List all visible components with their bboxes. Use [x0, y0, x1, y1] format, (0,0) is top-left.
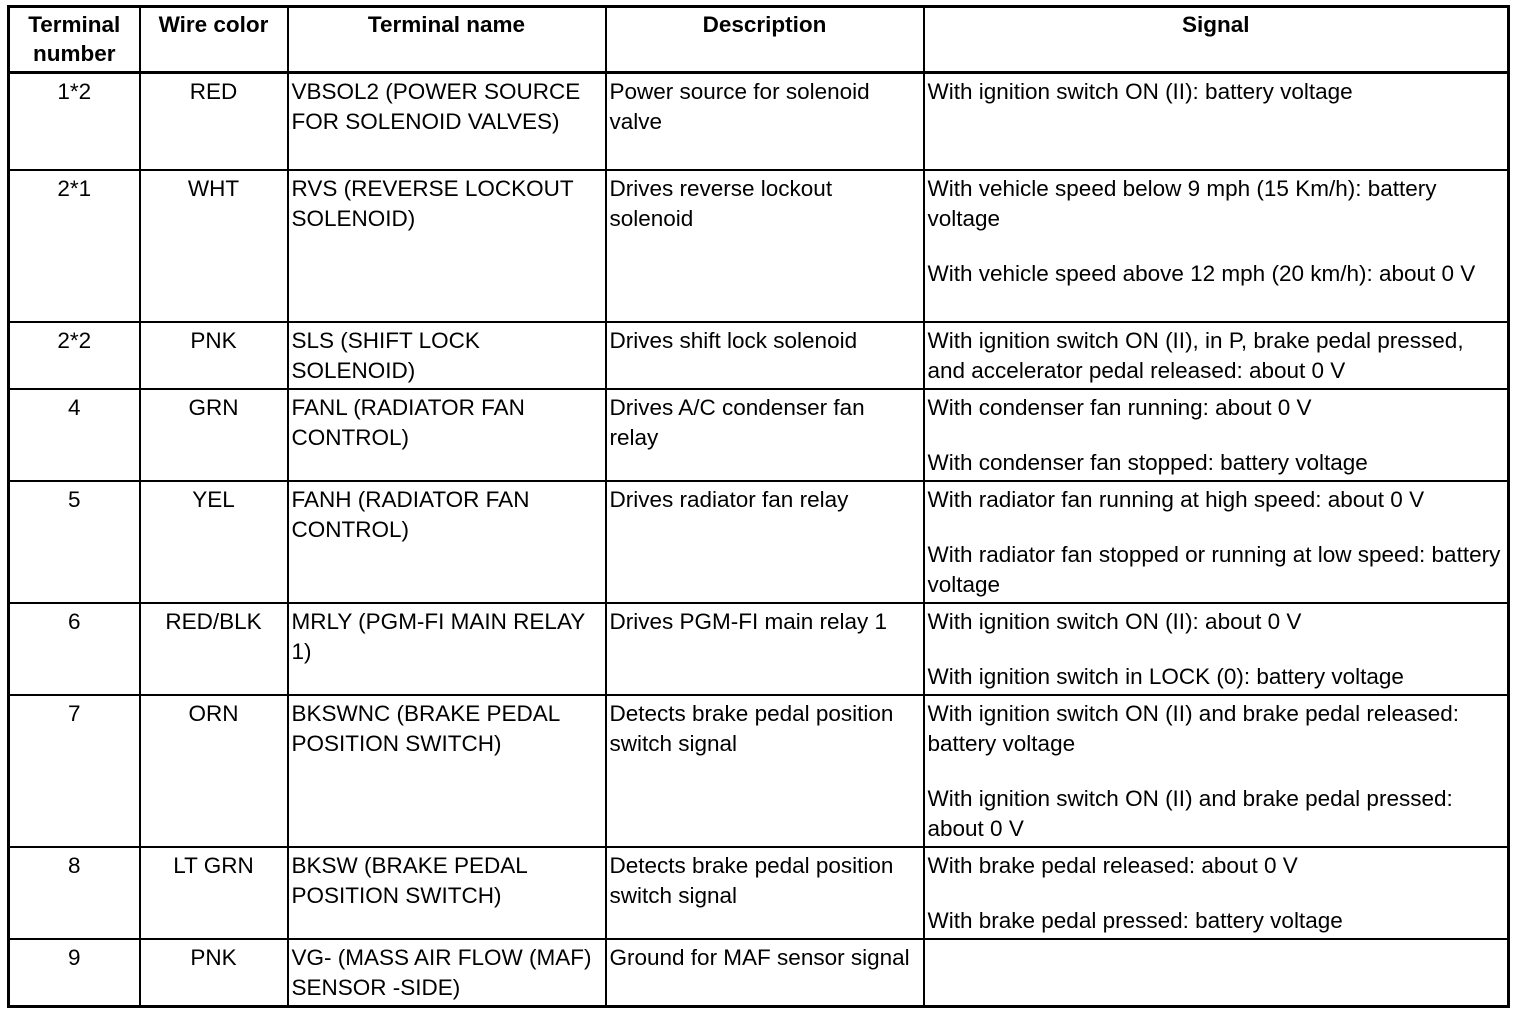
wire-color-cell: YEL [140, 481, 288, 603]
table-row [9, 389, 1509, 481]
terminal-name-cell: SLS (SHIFT LOCK SOLENOID) [288, 322, 606, 389]
signal-line: With condenser fan stopped: battery voltage [927, 449, 1368, 475]
terminal-number-cell: 6 [9, 603, 140, 695]
table-row [9, 73, 1509, 170]
header-terminal-number: Terminal number [9, 7, 140, 73]
terminal-name-cell: FANH (RADIATOR FAN CONTROL) [288, 481, 606, 603]
signal-line: With ignition switch ON (II) and brake pedal pressed: about 0 V [927, 785, 1459, 841]
signal-line: With brake pedal released: about 0 V [927, 852, 1298, 878]
signal-line: With ignition switch ON (II): battery voltage [927, 79, 1353, 104]
header-row [9, 7, 1509, 73]
signal-line: With radiator fan stopped or running at low speed: battery voltage [927, 541, 1507, 597]
table-row [9, 847, 1509, 939]
terminal-number-cell: 2*2 [9, 322, 140, 389]
wire-color-cell: ORN [140, 695, 288, 847]
signal-line: With vehicle speed above 12 mph (20 km/h): about 0 V [927, 260, 1476, 286]
wire-color-cell: WHT [140, 170, 288, 322]
signal-line: With ignition switch ON (II) and brake pedal released: battery voltage [927, 700, 1466, 756]
description-cell: Detects brake pedal position switch signal [606, 695, 924, 847]
header-terminal-name: Terminal name [288, 7, 606, 73]
signal-line: With condenser fan running: about 0 V [927, 394, 1312, 420]
description-cell: Power source for solenoid valve [606, 73, 924, 170]
table-row [9, 695, 1509, 847]
description-cell: Drives PGM-FI main relay 1 [606, 603, 924, 695]
header-signal: Signal [924, 7, 1509, 73]
signal-cell [924, 322, 1509, 389]
table-row [9, 939, 1509, 1007]
signal-cell [924, 847, 1509, 939]
signal-cell [924, 481, 1509, 603]
description-cell: Ground for MAF sensor signal [606, 939, 924, 1007]
description-cell: Detects brake pedal position switch signal [606, 847, 924, 939]
signal-line: With ignition switch ON (II): about 0 V [927, 608, 1302, 634]
description-cell: Drives reverse lockout solenoid [606, 170, 924, 322]
signal-line: With radiator fan running at high speed: about 0 V [927, 486, 1425, 512]
header-description: Description [606, 7, 924, 73]
terminal-name-cell: RVS (REVERSE LOCKOUT SOLENOID) [288, 170, 606, 322]
terminal-name-cell: BKSW (BRAKE PEDAL POSITION SWITCH) [288, 847, 606, 939]
terminal-table [7, 5, 1510, 1008]
signal-cell [924, 939, 1509, 1007]
terminal-number-cell: 7 [9, 695, 140, 847]
table-row [9, 481, 1509, 603]
table-row [9, 322, 1509, 389]
wire-color-cell: GRN [140, 389, 288, 481]
terminal-name-cell: VBSOL2 (POWER SOURCE FOR SOLENOID VALVES) [288, 73, 606, 170]
signal-line: With ignition switch ON (II), in P, brake pedal pressed, and accelerator pedal released: about 0 V [927, 327, 1470, 383]
terminal-number-cell: 5 [9, 481, 140, 603]
wire-color-cell: LT GRN [140, 847, 288, 939]
signal-cell [924, 603, 1509, 695]
terminal-name-cell: BKSWNC (BRAKE PEDAL POSITION SWITCH) [288, 695, 606, 847]
terminal-name-cell: MRLY (PGM-FI MAIN RELAY 1) [288, 603, 606, 695]
signal-line: With ignition switch in LOCK (0): battery voltage [927, 663, 1404, 689]
header-wire-color: Wire color [140, 7, 288, 73]
description-cell: Drives shift lock solenoid [606, 322, 924, 389]
terminal-number-cell: 8 [9, 847, 140, 939]
signal-cell [924, 73, 1509, 170]
terminal-number-cell: 9 [9, 939, 140, 1007]
terminal-number-cell: 1*2 [9, 73, 140, 170]
signal-line: With vehicle speed below 9 mph (15 Km/h): battery voltage [927, 175, 1443, 231]
signal-cell [924, 170, 1509, 322]
table-row [9, 603, 1509, 695]
description-cell: Drives radiator fan relay [606, 481, 924, 603]
wire-color-cell: RED [140, 73, 288, 170]
wire-color-cell: PNK [140, 939, 288, 1007]
table-body [9, 73, 1509, 1007]
terminal-name-cell: FANL (RADIATOR FAN CONTROL) [288, 389, 606, 481]
terminal-name-cell: VG- (MASS AIR FLOW (MAF) SENSOR -SIDE) [288, 939, 606, 1007]
signal-cell [924, 695, 1509, 847]
wire-color-cell: PNK [140, 322, 288, 389]
terminal-number-cell: 2*1 [9, 170, 140, 322]
signal-cell [924, 389, 1509, 481]
signal-line: With brake pedal pressed: battery voltage [927, 907, 1343, 933]
wire-color-cell: RED/BLK [140, 603, 288, 695]
table-row [9, 170, 1509, 322]
description-cell: Drives A/C condenser fan relay [606, 389, 924, 481]
terminal-number-cell: 4 [9, 389, 140, 481]
